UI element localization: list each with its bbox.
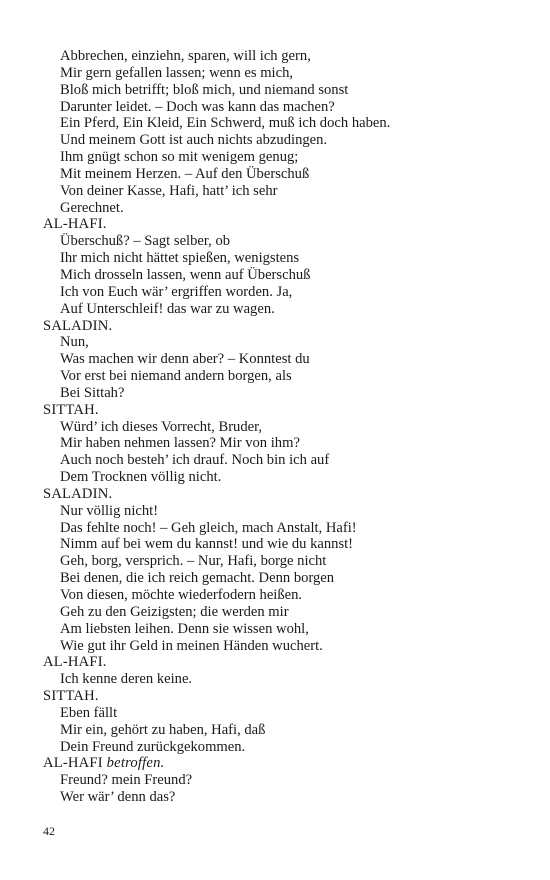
verse-line: Wie gut ihr Geld in meinen Händen wuchert. bbox=[60, 637, 323, 654]
verse-line: Und meinem Gott ist auch nichts abzudingen. bbox=[60, 132, 328, 149]
page-number: 42 bbox=[43, 824, 55, 838]
verse-line: Dein Freund zurückgekommen. bbox=[60, 738, 246, 755]
verse-line: Von diesen, möchte wiederfodern heißen. bbox=[60, 587, 303, 603]
speaker-label: SALADIN. bbox=[43, 485, 113, 502]
speaker-name bbox=[43, 486, 513, 503]
verse-line: Nimm auf bei wem du kannst! und wie du kannst! bbox=[60, 536, 354, 553]
speaker-label: AL-HAFI bbox=[43, 755, 103, 772]
verse-line: Nur völlig nicht! bbox=[60, 502, 159, 519]
verse-line: Mich drosseln lassen, wenn auf Überschuß bbox=[60, 266, 311, 283]
verse-line: Auf Unterschleif! das war zu wagen. bbox=[60, 300, 275, 317]
verse-line: Ich von Euch wär’ ergriffen worden. Ja, bbox=[60, 283, 293, 300]
verse-line: Bei Sittah? bbox=[60, 384, 125, 401]
verse-line: Vor erst bei niemand andern borgen, als bbox=[60, 368, 292, 385]
verse-line: Geh zu den Geizigsten; die werden mir bbox=[60, 603, 289, 620]
verse-line: Gerechnet. bbox=[60, 199, 124, 216]
verse-line: Würd’ ich dieses Vorrecht, Bruder, bbox=[60, 418, 263, 435]
verse-line: Das fehlte noch! – Geh gleich, mach Anstalt, Hafi! bbox=[60, 519, 357, 536]
verse-line: Darunter leidet. – Doch was kann das machen? bbox=[60, 98, 335, 115]
verse-line: Ihr mich nicht hättet spießen, wenigstens bbox=[60, 250, 300, 267]
speaker-name bbox=[43, 318, 513, 335]
verse-line: Auch noch besteh’ ich drauf. Noch bin ich auf bbox=[60, 452, 330, 469]
verse-line: Ich kenne deren keine. bbox=[60, 671, 193, 688]
speaker-label: AL-HAFI. bbox=[43, 654, 107, 671]
speaker-name bbox=[43, 654, 513, 671]
verse-line: Überschuß? – Sagt selber, ob bbox=[60, 233, 231, 250]
drama-text bbox=[43, 48, 513, 806]
speaker-label: SITTAH. bbox=[43, 688, 99, 705]
verse-line: Mir ein, gehört zu haben, Hafi, daß bbox=[60, 721, 266, 738]
verse-line: Dem Trocknen völlig nicht. bbox=[60, 469, 222, 486]
verse-line: Abbrechen, einziehn, sparen, will ich gern, bbox=[60, 48, 311, 64]
verse-line: Mir haben nehmen lassen? Mir von ihm? bbox=[60, 435, 300, 452]
verse-line: Was machen wir denn aber? – Konntest du bbox=[60, 351, 310, 368]
verse-line: Mir gern gefallen lassen; wenn es mich, bbox=[60, 64, 294, 81]
verse-line: Geh, borg, versprich. – Nur, Hafi, borge nicht bbox=[60, 553, 327, 570]
speaker-label: AL-HAFI. bbox=[43, 216, 107, 233]
verse-line: Freund? mein Freund? bbox=[60, 772, 193, 789]
verse-line: Ein Pferd, Ein Kleid, Ein Schwerd, muß ich doch haben. bbox=[60, 115, 391, 132]
verse-line: Am liebsten leihen. Denn sie wissen wohl, bbox=[60, 620, 309, 637]
speaker-name bbox=[43, 688, 513, 705]
verse-line: Eben fällt bbox=[60, 704, 118, 721]
verse-line: Von deiner Kasse, Hafi, hatt’ ich sehr bbox=[60, 182, 278, 199]
stage-direction: betroffen. bbox=[106, 755, 165, 772]
verse-line: Bei denen, die ich reich gemacht. Denn borgen bbox=[60, 570, 335, 587]
speaker-name bbox=[43, 216, 513, 233]
speaker-label: SALADIN. bbox=[43, 317, 113, 334]
speaker-label: SITTAH. bbox=[43, 401, 99, 418]
speaker-name bbox=[43, 402, 513, 419]
verse-line: Mit meinem Herzen. – Auf den Überschuß bbox=[60, 165, 310, 182]
verse-line: Wer wär’ denn das? bbox=[60, 789, 176, 806]
verse-line: Ihm gnügt schon so mit wenigem genug; bbox=[60, 149, 299, 166]
verse-line: Bloß mich betrifft; bloß mich, und niemand sonst bbox=[60, 81, 349, 98]
verse-line: Nun, bbox=[60, 334, 89, 351]
speaker-name bbox=[43, 755, 513, 772]
